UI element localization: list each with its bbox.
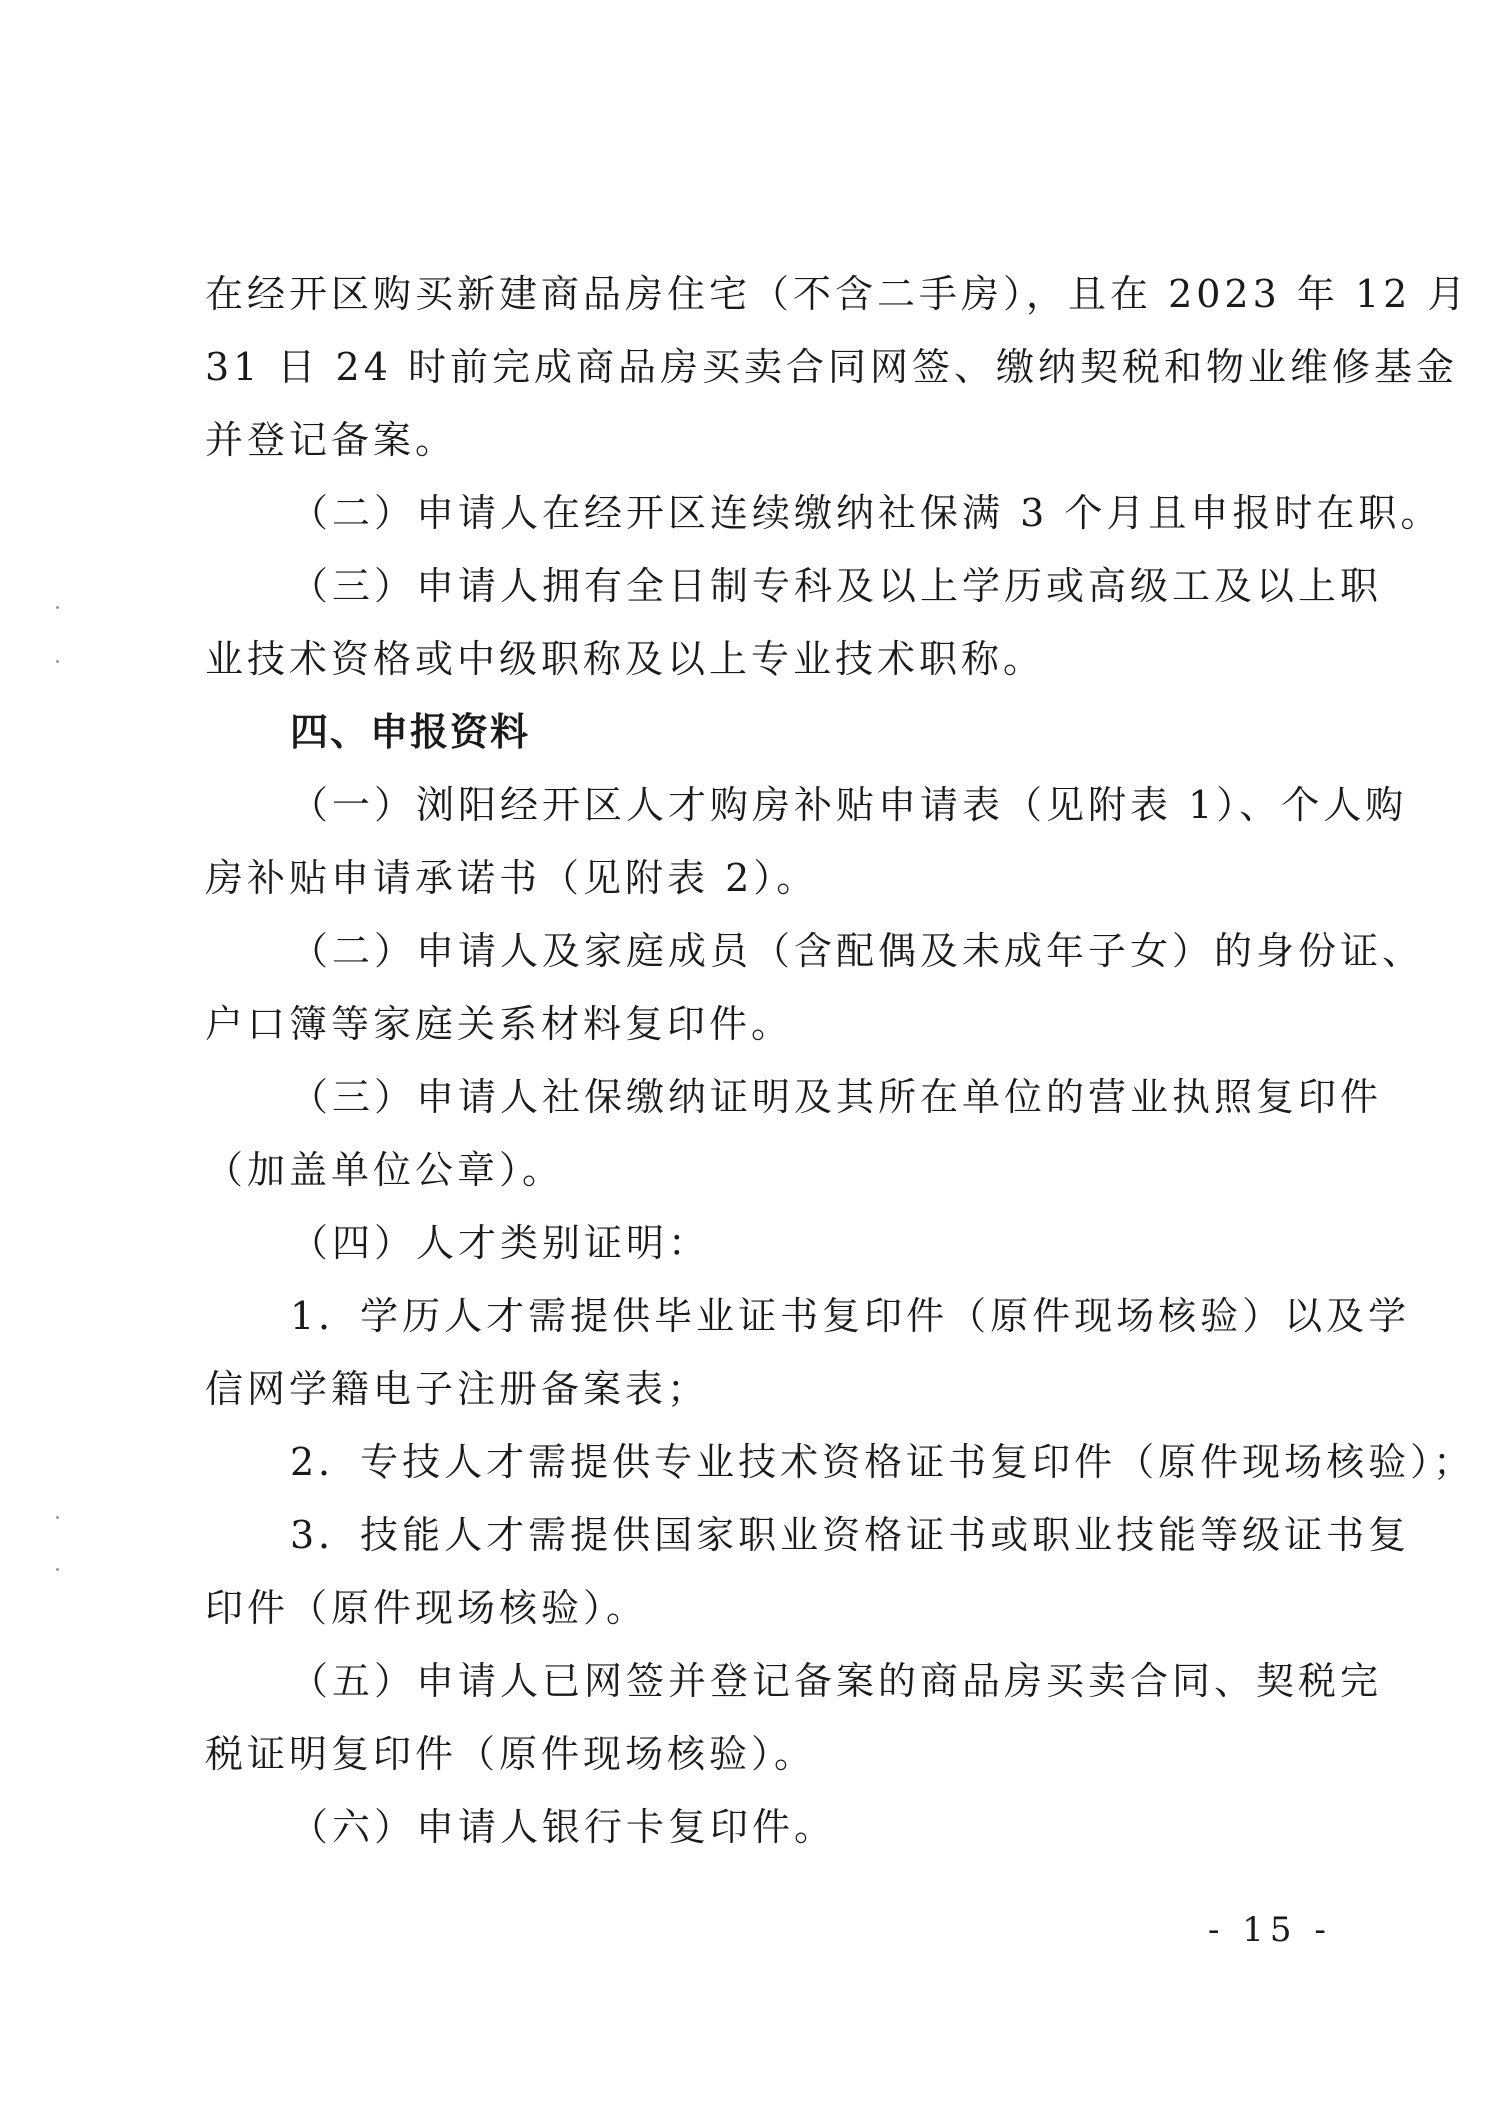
- talent-proof-item-2: 2．专技人才需提供专业技术资格证书复印件（原件现场核验）；: [290, 1440, 1476, 1484]
- condition-item-3: （三）申请人拥有全日制专科及以上学历或高级工及以上职: [290, 564, 1383, 608]
- talent-proof-item-3: 3．技能人才需提供国家职业资格证书或职业技能等级证书复: [290, 1513, 1411, 1557]
- condition-item-2: （二）申请人在经开区连续缴纳社保满 3 个月且申报时在职。: [290, 491, 1443, 535]
- body-line: 房补贴申请承诺书（见附表 2）。: [205, 856, 819, 900]
- material-item-1: （一）浏阳经开区人才购房补贴申请表（见附表 1）、个人购: [290, 783, 1408, 827]
- body-line: 并登记备案。: [205, 418, 458, 462]
- material-item-6: （六）申请人银行卡复印件。: [290, 1805, 837, 1849]
- body-line: 业技术资格或中级职称及以上专业技术职称。: [205, 637, 1046, 681]
- body-line: 信网学籍电子注册备案表；: [205, 1367, 710, 1411]
- scan-speck: [56, 606, 59, 609]
- talent-proof-item-1: 1．学历人才需提供毕业证书复印件（原件现场核验）以及学: [290, 1294, 1411, 1338]
- material-item-5: （五）申请人已网签并登记备案的商品房买卖合同、契税完: [290, 1659, 1383, 1703]
- scan-speck: [56, 660, 59, 663]
- body-line: 税证明复印件（原件现场核验）。: [205, 1732, 817, 1776]
- material-item-4: （四）人才类别证明：: [290, 1221, 711, 1265]
- scan-speck: [56, 1568, 59, 1571]
- section-heading-application-materials: 四、申报资料: [290, 710, 531, 754]
- body-line: 在经开区购买新建商品房住宅（不含二手房），且在 2023 年 12 月: [205, 272, 1470, 316]
- scan-speck: [56, 1516, 59, 1519]
- material-item-2: （二）申请人及家庭成员（含配偶及未成年子女）的身份证、: [290, 929, 1425, 973]
- body-line: 印件（原件现场核验）。: [205, 1586, 649, 1630]
- body-line: （加盖单位公章）。: [205, 1148, 565, 1192]
- page-number: - 15 -: [1208, 1910, 1332, 1950]
- material-item-3: （三）申请人社保缴纳证明及其所在单位的营业执照复印件: [290, 1075, 1383, 1119]
- body-line: 31 日 24 时前完成商品房买卖合同网签、缴纳契税和物业维修基金: [205, 345, 1458, 389]
- body-line: 户口簿等家庭关系材料复印件。: [205, 1002, 794, 1046]
